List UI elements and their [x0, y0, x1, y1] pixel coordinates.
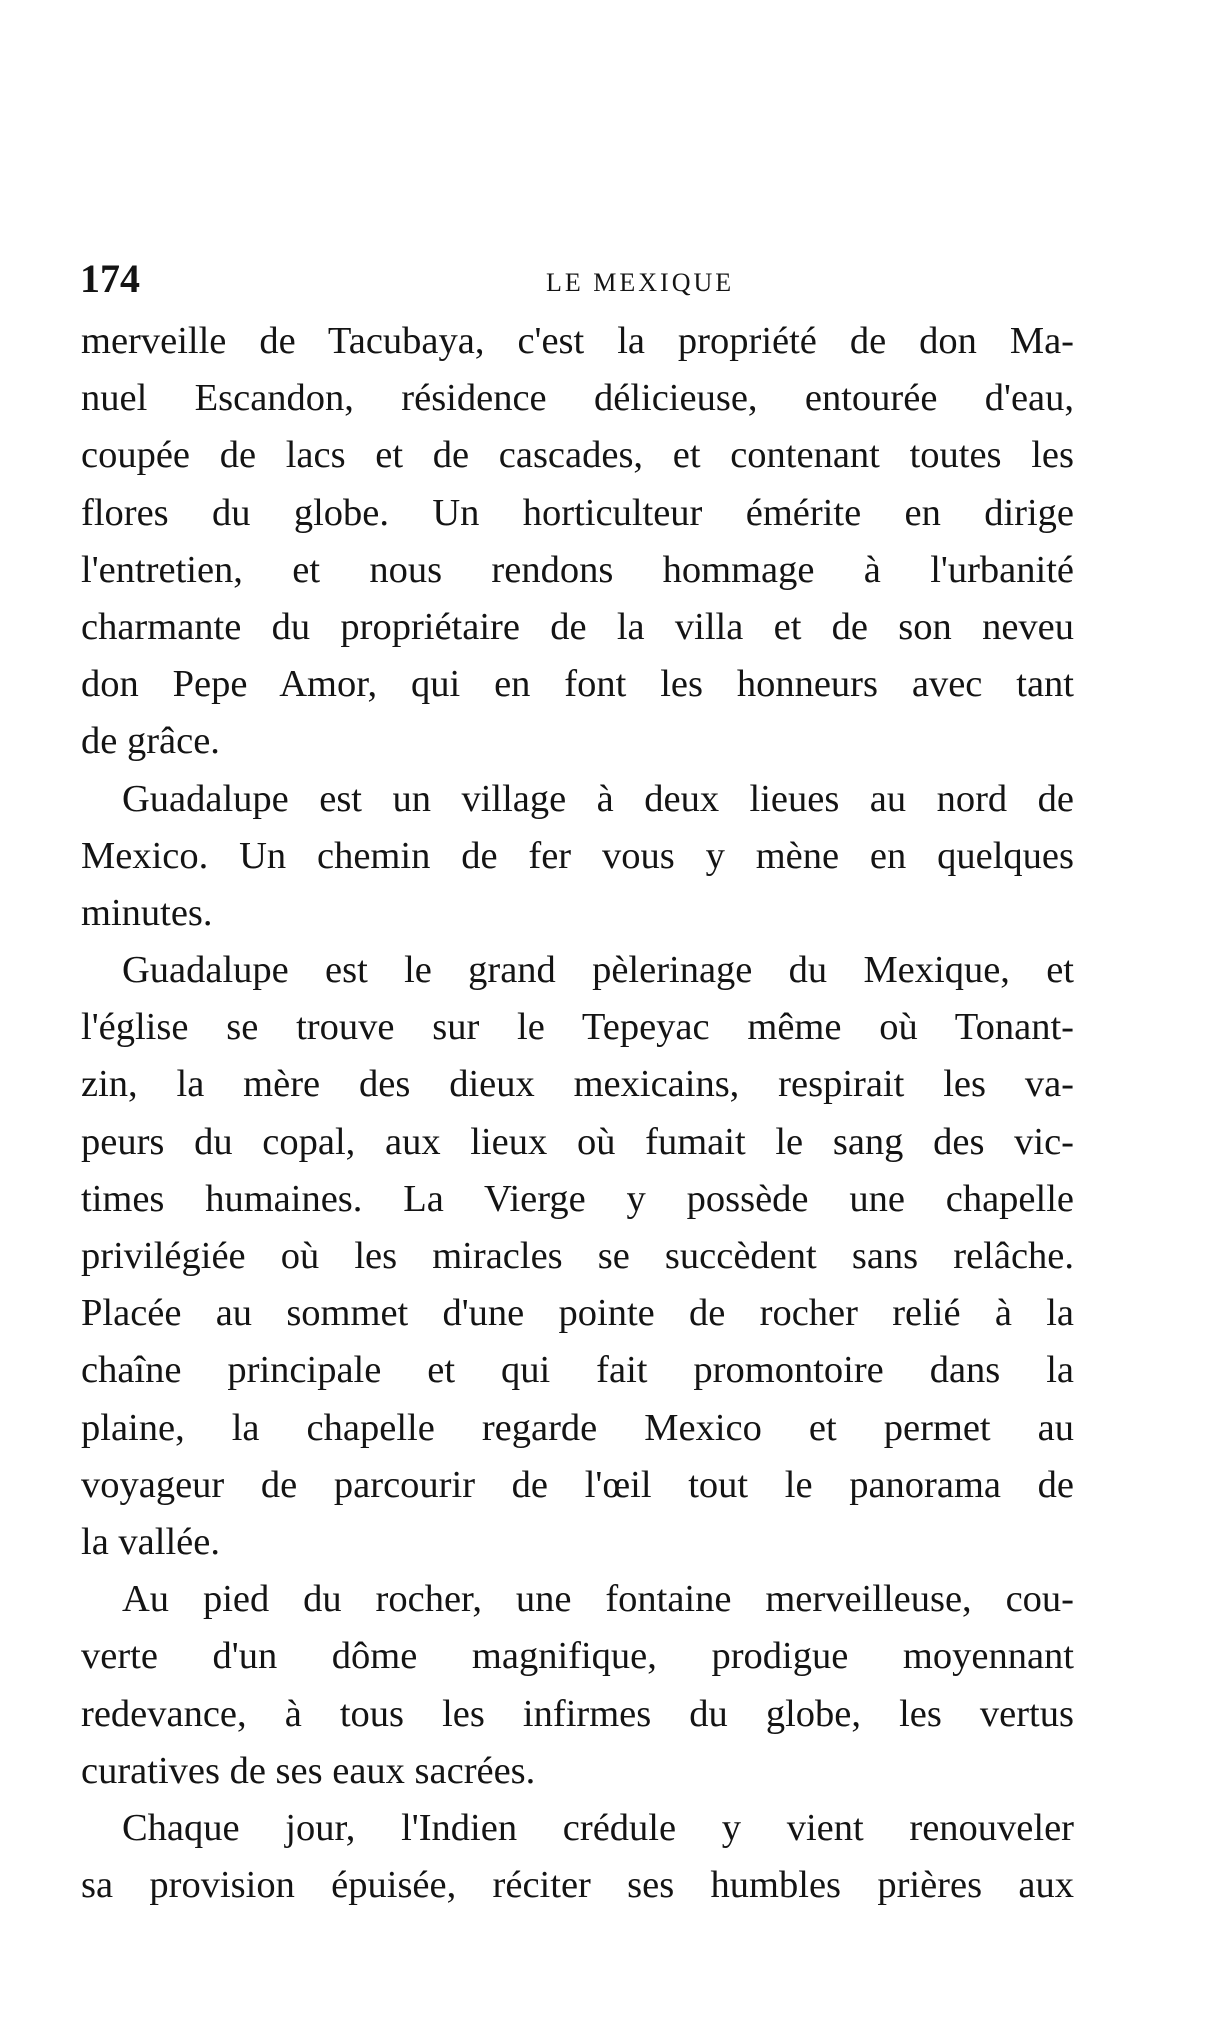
text-line: Au pied du rocher, une fontaine merveilleuse, cou- [122, 1578, 1074, 1621]
text-line: privilégiée où les miracles se succèdent sans relâche. [81, 1235, 1074, 1277]
text-line: Chaque jour, l'Indien crédule y vient renouveler [122, 1806, 1074, 1849]
text-line: minutes. [81, 891, 213, 934]
text-line: de grâce. [81, 720, 220, 763]
text-line: verte d'un dôme magnifique, prodigue moyennant [81, 1635, 1074, 1678]
text-line: nuel Escandon, résidence délicieuse, entourée d'eau, [81, 377, 1074, 420]
page-header [80, 254, 1080, 304]
page-number: 174 [80, 256, 140, 301]
running-head: LE MEXIQUE [546, 268, 735, 297]
text-line: voyageur de parcourir de l'œil tout le panorama de [81, 1463, 1074, 1506]
text-line: Mexico. Un chemin de fer vous y mène en quelques [81, 834, 1074, 877]
body-text [81, 313, 1074, 1914]
text-line: sa provision épuisée, réciter ses humbles prières aux [81, 1864, 1074, 1907]
text-line: Placée au sommet d'une pointe de rocher relié à la [81, 1292, 1074, 1335]
text-line: redevance, à tous les infirmes du globe, les vertus [81, 1692, 1074, 1735]
text-line: zin, la mère des dieux mexicains, respirait les va- [81, 1063, 1074, 1106]
text-line: coupée de lacs et de cascades, et contenant toutes les [81, 434, 1074, 477]
text-line: curatives de ses eaux sacrées. [81, 1749, 536, 1792]
text-line: charmante du propriétaire de la villa et de son neveu [81, 605, 1074, 648]
text-line: Guadalupe est le grand pèlerinage du Mexique, et [122, 949, 1074, 992]
text-line: chaîne principale et qui fait promontoire dans la [81, 1349, 1074, 1392]
text-line: flores du globe. Un horticulteur émérite en dirige [81, 491, 1074, 534]
text-line: la vallée. [81, 1520, 220, 1563]
text-line: merveille de Tacubaya, c'est la propriété de don Ma- [81, 320, 1074, 362]
text-line: l'entretien, et nous rendons hommage à l'urbanité [81, 548, 1074, 591]
text-line: don Pepe Amor, qui en font les honneurs avec tant [81, 663, 1074, 706]
text-line: plaine, la chapelle regarde Mexico et permet au [81, 1406, 1074, 1449]
text-line: Guadalupe est un village à deux lieues au nord de [122, 777, 1074, 820]
text-line: l'église se trouve sur le Tepeyac même où Tonant- [81, 1006, 1074, 1049]
text-line: peurs du copal, aux lieux où fumait le sang des vic- [81, 1120, 1074, 1163]
text-line: times humaines. La Vierge y possède une chapelle [81, 1177, 1074, 1220]
